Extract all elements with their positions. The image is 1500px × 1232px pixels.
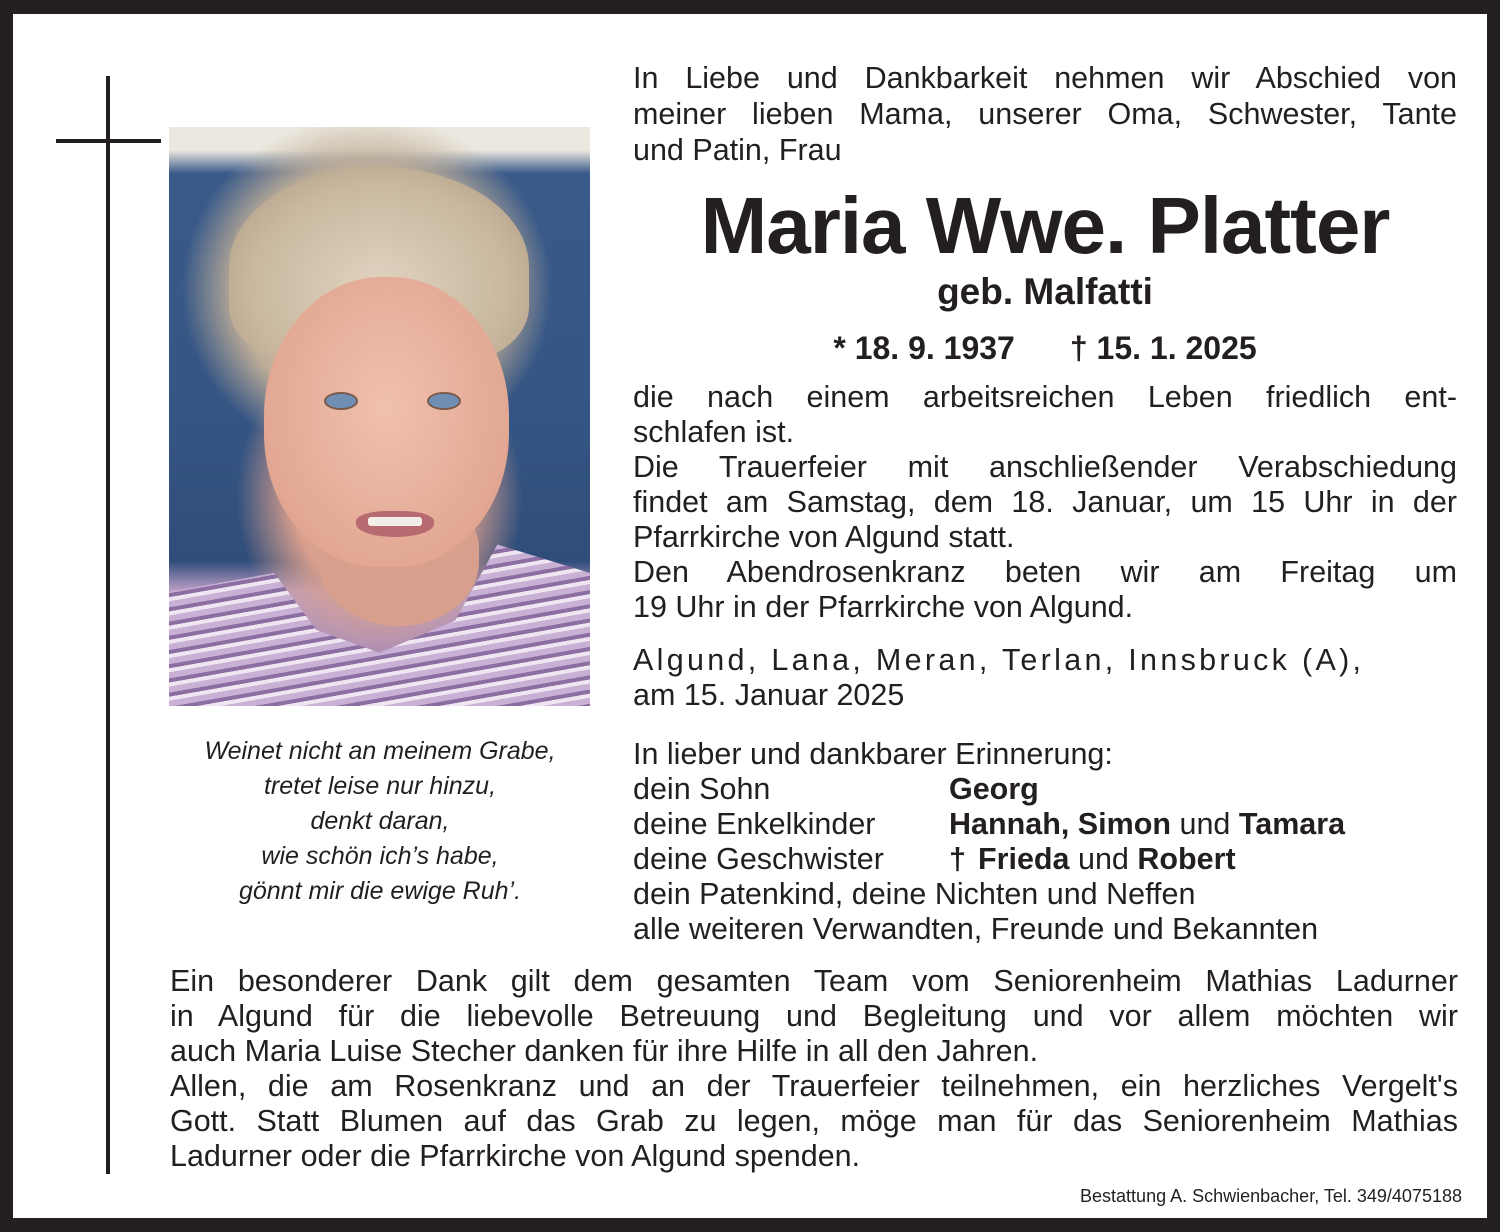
ceremony-text	[633, 380, 1457, 625]
intro-line: In Liebe und Dankbarkeit nehmen wir Abschied von	[633, 61, 1457, 95]
portrait-photo	[169, 127, 590, 706]
thanks-line: Ein besonderer Dank gilt dem gesamten Team vom Seniorenheim Mathias Ladurner	[170, 964, 1458, 998]
thanks-line: Ladurner oder die Pfarrkirche von Algund spenden.	[170, 1139, 861, 1173]
family-extra: dein Patenkind, deine Nichten und Neffen	[633, 877, 1196, 911]
family-extra: alle weiteren Verwandten, Freunde und Bekannten	[633, 912, 1319, 946]
poem-line: tretet leise nur hinzu,	[263, 772, 497, 800]
poem-line: wie schön ich’s habe,	[261, 842, 499, 870]
maiden-name: geb. Malfatti	[937, 271, 1153, 312]
thanks-line: auch Maria Luise Stecher danken für ihre Hilfe in all den Jahren.	[170, 1034, 1039, 1068]
cross-icon-vertical	[106, 76, 110, 1174]
place-date: am 15. Januar 2025	[633, 678, 905, 712]
deceased-name: Maria Wwe. Platter	[700, 181, 1390, 270]
thanks-line: Allen, die am Rosenkranz und an der Trauerfeier teilnehmen, ein herzliches Vergelt's	[170, 1069, 1458, 1103]
thanks-line: Gott. Statt Blumen auf das Grab zu legen, möge man für das Seniorenheim Mathias	[170, 1104, 1458, 1138]
poem-line: gönnt mir die ewige Ruh’.	[238, 877, 522, 905]
family-name: Frieda	[977, 842, 1070, 876]
photo-mouth	[356, 511, 434, 537]
family-name: Georg	[949, 772, 1039, 806]
thanks-line: in Algund für die liebevolle Betreuung und Begleitung und vor allem möchten wir	[170, 999, 1458, 1033]
body-line: Die Trauerfeier mit anschließender Verabschiedung	[633, 450, 1457, 484]
body-line: 19 Uhr in der Pfarrkirche von Algund.	[633, 590, 1134, 624]
body-line: Den Abendrosenkranz beten wir am Freitag um	[633, 555, 1457, 589]
poem-line: Weinet nicht an meinem Grabe,	[204, 737, 556, 765]
relation: deine Geschwister	[633, 842, 884, 876]
intro-text	[633, 60, 1457, 168]
cross-icon-horizontal	[56, 139, 161, 143]
family-row	[633, 842, 1457, 877]
death-date: † 15. 1. 2025	[1069, 330, 1257, 366]
places-date	[633, 643, 1457, 713]
dagger-icon: †	[949, 842, 966, 876]
conjunction: und	[1077, 842, 1129, 876]
family-name: Tamara	[1238, 807, 1346, 841]
poem-line: denkt daran,	[310, 807, 450, 835]
intro-line: meiner lieben Mama, unserer Oma, Schwester, Tante	[633, 97, 1457, 131]
family-heading: In lieber und dankbarer Erinnerung:	[633, 737, 1113, 771]
family-name: Robert	[1137, 842, 1236, 876]
funeral-home-credit: Bestattung A. Schwienbacher, Tel. 349/4075188	[1080, 1186, 1462, 1206]
body-line: schlafen ist.	[633, 415, 795, 449]
thanks-text	[170, 964, 1458, 1174]
family-row	[633, 807, 1457, 842]
places: Algund, Lana, Meran, Terlan, Innsbruck (A),	[633, 643, 1365, 677]
intro-line: und Patin, Frau	[633, 133, 842, 167]
birth-date: * 18. 9. 1937	[833, 330, 1015, 366]
photo-eye	[324, 392, 358, 410]
family-list	[633, 737, 1457, 947]
conjunction: und	[1179, 807, 1231, 841]
relation: deine Enkelkinder	[633, 807, 876, 841]
photo-eye	[427, 392, 461, 410]
body-line: die nach einem arbeitsreichen Leben friedlich ent-	[633, 380, 1457, 414]
body-line: findet am Samstag, dem 18. Januar, um 15 Uhr in der	[633, 485, 1457, 519]
family-row	[633, 772, 1457, 807]
relation: dein Sohn	[633, 772, 771, 806]
body-line: Pfarrkirche von Algund statt.	[633, 520, 1015, 554]
poem	[150, 734, 610, 909]
life-dates	[620, 328, 1470, 368]
family-name: Hannah, Simon	[949, 807, 1171, 841]
